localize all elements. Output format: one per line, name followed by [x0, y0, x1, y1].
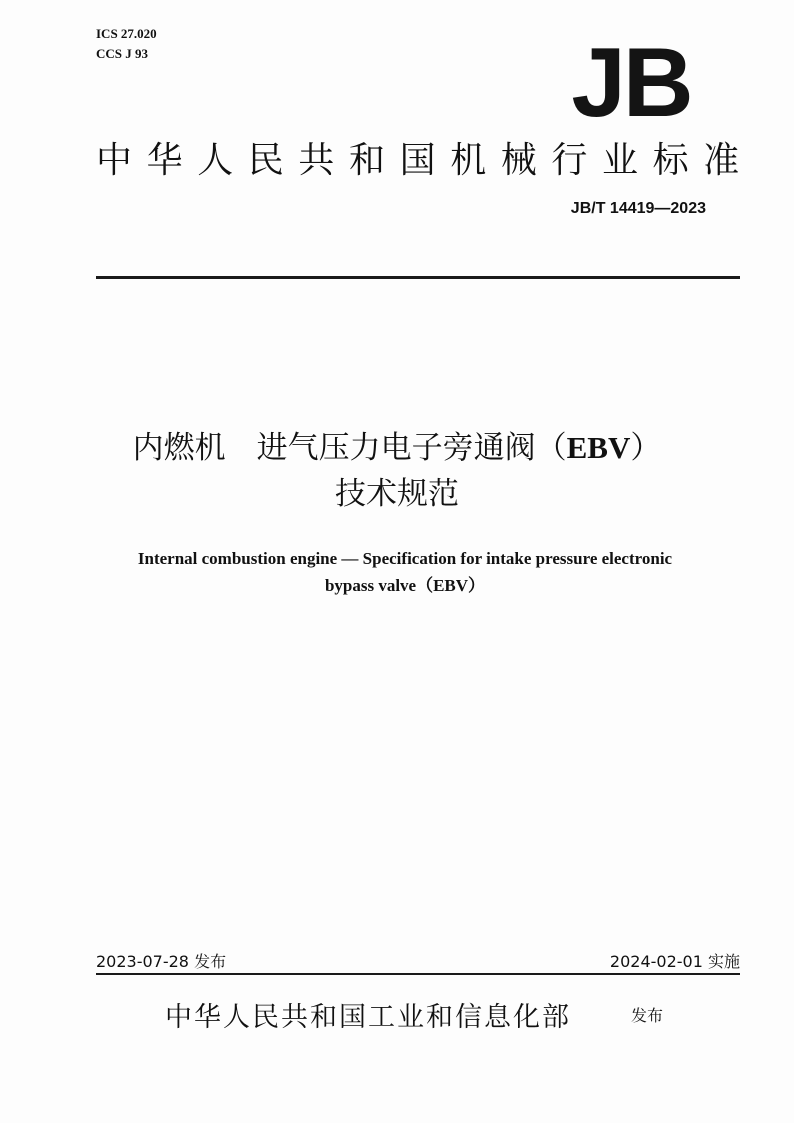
- ccs-code: CCS J 93: [96, 46, 149, 61]
- chinese-title-line-1: [0, 425, 794, 471]
- jb-logo: [556, 36, 706, 120]
- footer-divider: [96, 973, 740, 975]
- english-title-line-1: Internal combustion engine — Specification for intake pressure electronic: [137, 549, 673, 568]
- implement-date: 2024-02-01 实施: [609, 952, 740, 971]
- classification-codes: [96, 24, 157, 64]
- english-title: [80, 545, 730, 599]
- issuing-authority: 中华人民共和国工业和信息化部: [165, 1002, 571, 1033]
- header-divider: [96, 276, 740, 279]
- chinese-title-main: 内燃机 进气压力电子旁通阀（: [132, 430, 567, 466]
- chinese-title: [0, 425, 794, 517]
- jb-logo-graphic: [556, 36, 706, 120]
- chinese-title-ebv: EBV: [566, 430, 631, 465]
- issuing-suffix: 发布: [631, 1006, 664, 1025]
- standard-category-title: 中华人民共和国机械行业标准: [96, 140, 754, 181]
- ics-code: ICS 27.020: [96, 26, 157, 41]
- jb-logo-text: JB: [571, 36, 691, 120]
- english-title-line-2: bypass valve（EBV）: [324, 576, 486, 595]
- standard-code: JB/T 14419—2023: [570, 200, 706, 217]
- publish-date: 2023-07-28 发布: [96, 952, 227, 971]
- chinese-title-paren-close: ）: [630, 430, 662, 466]
- chinese-title-line-2: 技术规范: [335, 476, 459, 512]
